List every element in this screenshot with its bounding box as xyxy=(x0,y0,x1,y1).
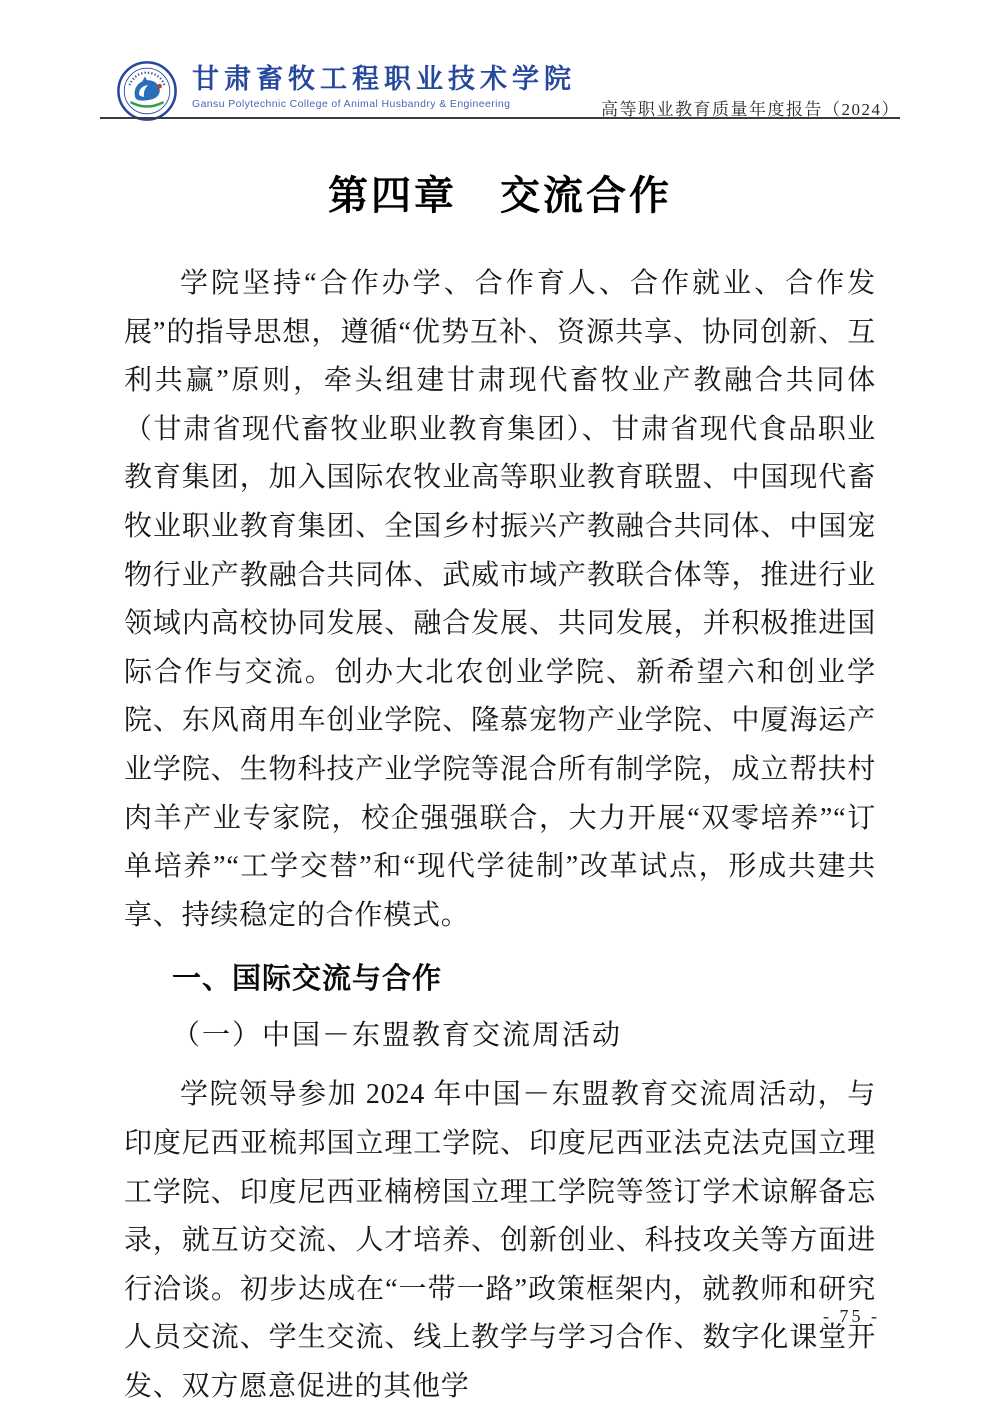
page-header xyxy=(100,60,900,118)
college-name-zh: 甘肃畜牧工程职业技术学院 xyxy=(192,64,576,94)
subsection-heading-china-asean-week: （一）中国－东盟教育交流周活动 xyxy=(172,1020,623,1052)
paragraph-china-asean: 学院领导参加 2024 年中国－东盟教育交流周活动，与印度尼西亚梳邦国立理工学院、印度尼西亚法克法克国立理工学院、印度尼西亚楠榜国立理工学院等签订学术谅解备忘录，就互访交流、人才培养、创新创业、科技攻关等方面进行洽谈。初步达成在“一带一路”政策框架内，就教师和研究人员交流、学生交流、线上教学与学习合作、数字化课堂开发、双方愿意促进的其他学 xyxy=(124,1079,876,1402)
report-title: 高等职业教育质量年度报告（2024） xyxy=(601,100,900,119)
college-name-block xyxy=(192,60,576,110)
chapter-title: 第四章 交流合作 xyxy=(328,173,672,218)
college-brand xyxy=(116,60,576,122)
paragraph-overview: 学院坚持“合作办学、合作育人、合作就业、合作发展”的指导思想，遵循“优势互补、资源共享、协同创新、互利共赢”原则，牵头组建甘肃现代畜牧业产教融合共同体（甘肃省现代畜牧业职业教育集团）、甘肃省现代食品职业教育集团，加入国际农牧业高等职业教育联盟、中国现代畜牧业职业教育集团、全国乡村振兴产教融合共同体、中国宠物行业产教融合共同体、武威市域产教联合体等，推进行业领域内高校协同发展、融合发展、共同发展，并积极推进国际合作与交流。创办大北农创业学院、新希望六和创业学院、东风商用车创业学院、隆慕宠物产业学院、中厦海运产业学院、生物科技产业学院等混合所有制学院，成立帮扶村肉羊产业专家院，校企强强联合，大力开展“双零培养”“订单培养”“工学交替”和“现代学徒制”改革试点，形成共建共享、持续稳定的合作模式。 xyxy=(124,268,876,931)
document-body xyxy=(124,168,876,1411)
section-heading-international-exchange: 一、国际交流与合作 xyxy=(172,963,443,996)
college-seal-icon xyxy=(116,60,178,122)
college-name-en: Gansu Polytechnic College of Animal Husbandry & Engineering xyxy=(192,98,511,110)
page-number: - 75 - xyxy=(823,1306,880,1326)
header-divider xyxy=(100,117,900,119)
